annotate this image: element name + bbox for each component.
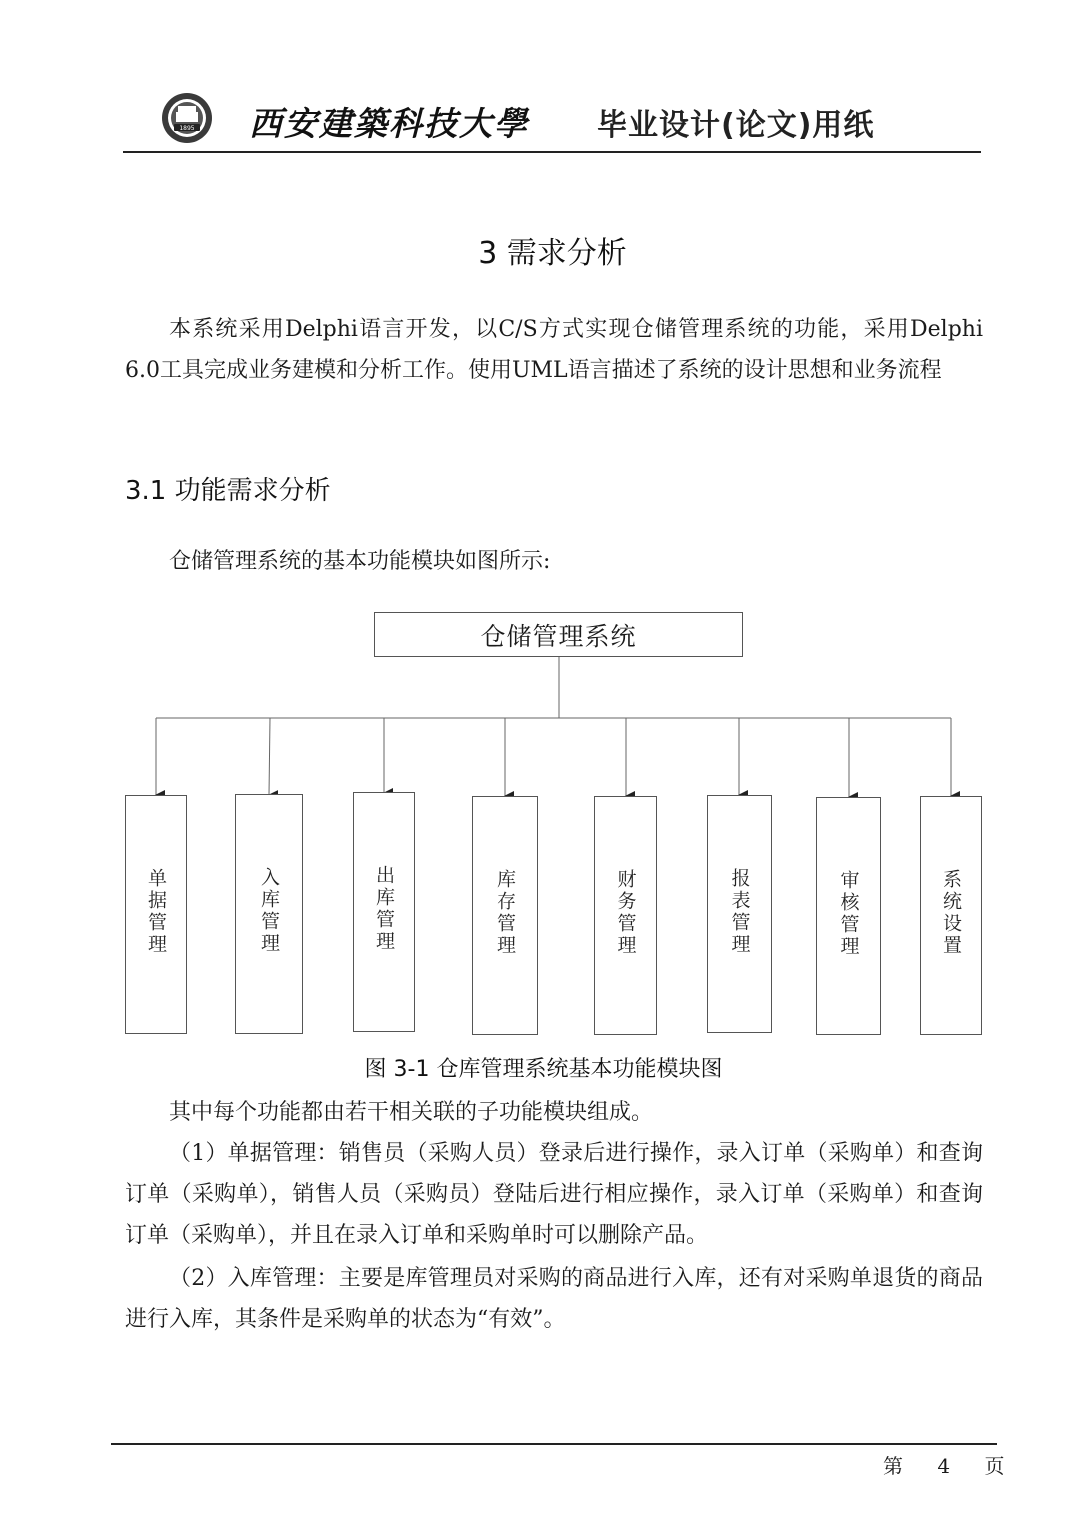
footer-divider bbox=[111, 1443, 997, 1445]
module-box bbox=[816, 797, 881, 1035]
module-box bbox=[920, 796, 982, 1035]
university-seal-icon bbox=[161, 92, 213, 144]
body-paragraph-3: （2）入库管理：主要是库管理员对采购的商品进行入库，还有对采购单退货的商品进行入库，其条件是采购单的状态为“有效”。 bbox=[125, 1266, 983, 1332]
module-label: 出库管理 bbox=[373, 865, 395, 953]
arrow-2 bbox=[269, 718, 270, 795]
body-paragraph-1: 其中每个功能都由若干相关联的子功能模块组成。 bbox=[169, 1100, 654, 1125]
chapter-title: 3 需求分析 bbox=[478, 236, 627, 271]
seal-year: 1895 bbox=[179, 125, 195, 132]
module-box bbox=[472, 796, 538, 1035]
chapter-intro-paragraph: 本系统采用Delphi语言开发，以C/S方式实现仓储管理系统的功能，采用Delphi 6.0工具完成业务建模和分析工作。使用UML语言描述了系统的设计思想和业务流程 bbox=[125, 317, 983, 383]
body-paragraph-2: （1）单据管理：销售员（采购人员）登录后进行操作，录入订单（采购单）和查询订单（采购单），销售人员（采购员）登陆后进行相应操作，录入订单（采购单）和查询订单（采购单），并且在录入订单和采购单时可以删除产品。 bbox=[125, 1141, 983, 1248]
root-module-box: 仓储管理系统 bbox=[374, 612, 743, 657]
module-box bbox=[125, 795, 187, 1034]
page-header bbox=[123, 88, 981, 152]
module-box bbox=[594, 796, 657, 1035]
module-box bbox=[707, 795, 772, 1033]
header-title: 毕业设计(论文)用纸 bbox=[597, 108, 875, 143]
section-lead-paragraph: 仓储管理系统的基本功能模块如图所示: bbox=[169, 549, 551, 574]
module-label: 审核管理 bbox=[837, 870, 860, 958]
module-label: 单据管理 bbox=[145, 868, 167, 956]
page-number: 第 4 页 bbox=[883, 1454, 1019, 1478]
module-box bbox=[235, 794, 303, 1034]
module-label: 系统设置 bbox=[940, 869, 962, 957]
university-name: 西安建築科技大學 bbox=[249, 104, 529, 143]
module-label: 报表管理 bbox=[728, 868, 751, 956]
module-box bbox=[353, 792, 415, 1032]
module-label: 财务管理 bbox=[614, 869, 637, 957]
module-label: 库存管理 bbox=[494, 869, 516, 957]
module-label: 入库管理 bbox=[258, 867, 280, 955]
header-divider bbox=[123, 151, 981, 153]
figure-caption: 图 3-1 仓库管理系统基本功能模块图 bbox=[364, 1057, 723, 1082]
section-title: 3.1 功能需求分析 bbox=[125, 476, 331, 506]
